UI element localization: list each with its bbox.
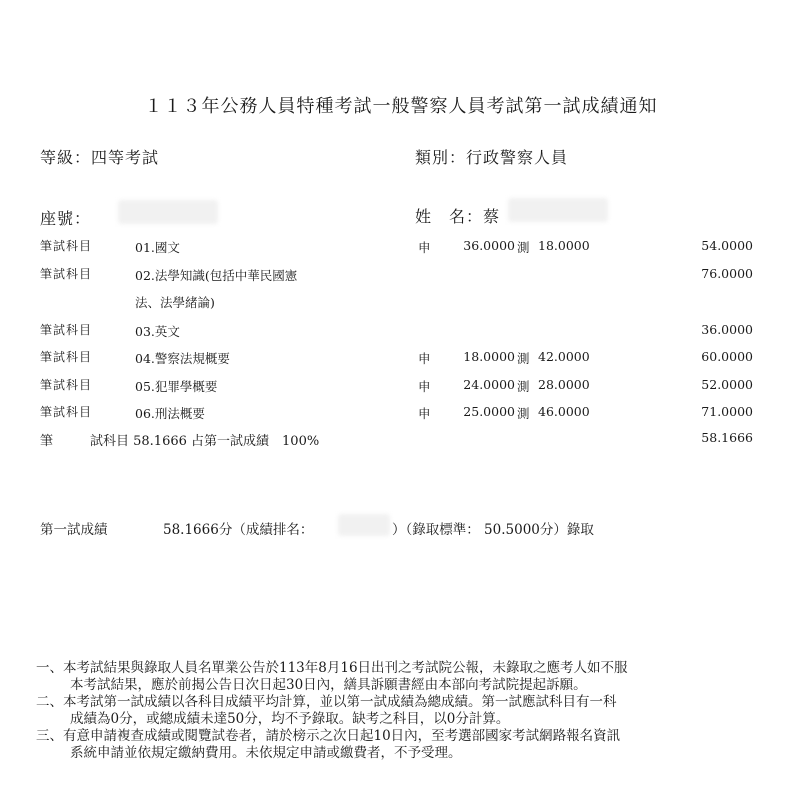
category-label: 類別：	[415, 148, 467, 167]
note-line: 二、本考試第一試成績以各科目成績平均計算，並以第一試成績為總成績。第一試應試科目有一科	[36, 694, 617, 710]
split-a-value: 24.0000	[463, 377, 515, 392]
level-field	[40, 145, 159, 168]
subject-name: 03.英文	[135, 324, 180, 339]
split-a-label: 申	[418, 351, 431, 366]
result-text-b: ）（錄取標準： 50.5000分）錄取	[392, 522, 594, 538]
split-b-value: 18.0000	[538, 238, 590, 253]
seat-label: 座號：	[40, 209, 92, 228]
subject-score: 76.0000	[701, 266, 753, 281]
split-b-label: 測	[517, 406, 530, 421]
split-b-value: 42.0000	[538, 349, 590, 364]
subject-row-label: 筆試科目	[40, 378, 93, 392]
split-a-value: 36.0000	[463, 238, 515, 253]
summary-label-b: 試科目 58.1666 占第一試成績 100%	[90, 434, 320, 449]
level-label: 等級：	[40, 148, 92, 167]
result-text-a: 58.1666分（成績排名：	[163, 522, 314, 538]
summary-score: 58.1666	[701, 430, 753, 445]
seat-redaction	[118, 200, 218, 224]
split-a-label: 申	[418, 406, 431, 421]
subject-score: 60.0000	[701, 349, 753, 364]
split-b-label: 測	[517, 351, 530, 366]
name-label: 姓 名：	[415, 207, 484, 226]
split-a-value: 25.0000	[463, 404, 515, 419]
split-b-label: 測	[517, 379, 530, 394]
page-title: １１３年公務人員特種考試一般警察人員考試第一試成績通知	[144, 96, 658, 117]
summary-label-a: 筆	[40, 434, 54, 449]
note-line: 成績為0分，或總成績未達50分，均不予錄取。缺考之科目，以0分計算。	[70, 711, 510, 727]
split-b-value: 28.0000	[538, 377, 590, 392]
subject-row-label: 筆試科目	[40, 350, 93, 364]
subject-name: 02.法學知識(包括中華民國憲	[135, 268, 298, 283]
category-value: 行政警察人員	[466, 148, 569, 167]
subject-score: 36.0000	[701, 322, 753, 337]
subject-score: 52.0000	[701, 377, 753, 392]
split-a-value: 18.0000	[463, 349, 515, 364]
subject-name: 01.國文	[135, 240, 180, 255]
subject-name: 04.警察法規概要	[135, 351, 230, 366]
subject-row-label: 筆試科目	[40, 267, 93, 281]
subject-score: 54.0000	[701, 238, 753, 253]
level-value: 四等考試	[91, 148, 160, 167]
split-b-value: 46.0000	[538, 404, 590, 419]
note-line: 三、有意申請複查成績或閱覽試卷者，請於榜示之次日起10日內，至考選部國家考試網路報名資訊	[36, 728, 621, 744]
split-a-label: 申	[418, 379, 431, 394]
subject-name: 05.犯罪學概要	[135, 379, 218, 394]
note-line: 系統申請並依規定繳納費用。未依規定申請或繳費者，不予受理。	[70, 745, 462, 761]
subject-row-label: 筆試科目	[40, 405, 93, 419]
category-field	[415, 145, 568, 168]
name-value: 蔡	[483, 207, 501, 226]
split-a-label: 申	[418, 240, 431, 255]
subject-row-label: 筆試科目	[40, 239, 93, 253]
subject-name: 06.刑法概要	[135, 406, 205, 421]
result-label: 第一試成績	[40, 522, 108, 538]
note-line: 本考試結果，應於前揭公告日次日起30日內，繕具訴願書經由本部向考試院提起訴願。	[70, 677, 587, 693]
name-redaction	[508, 198, 608, 222]
name-field	[415, 204, 500, 227]
split-b-label: 測	[517, 240, 530, 255]
subject-row-label: 筆試科目	[40, 323, 93, 337]
subject-name-continued: 法、法學緒論)	[135, 295, 215, 310]
subject-score: 71.0000	[701, 404, 753, 419]
rank-redaction	[338, 514, 390, 536]
seat-field	[40, 206, 91, 229]
note-line: 一、本考試結果與錄取人員名單業公告於113年8月16日出刊之考試院公報，未錄取之應考人如不服	[36, 660, 628, 676]
